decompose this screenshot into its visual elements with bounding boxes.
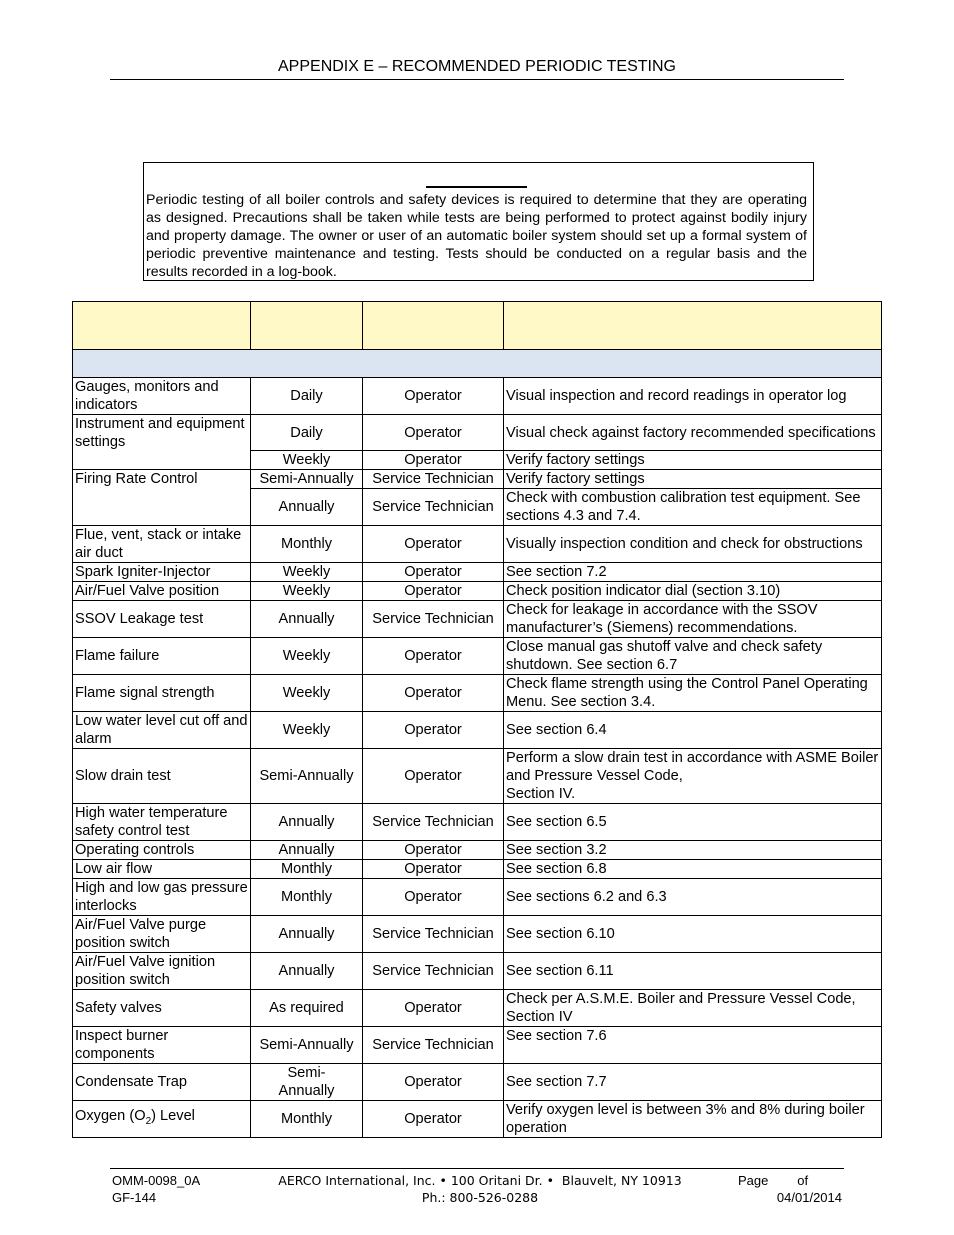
accomplished-by-cell: Service Technician (363, 470, 504, 489)
phone-line: Ph.: 800-526-0288 (421, 1190, 539, 1205)
remarks-cell: See section 7.7 (504, 1064, 882, 1101)
frequency-cell: Monthly (251, 526, 363, 563)
item-cell: Low air flow (73, 860, 251, 879)
table-row (73, 749, 882, 804)
remarks-cell: Check position indicator dial (section 3.10) (504, 582, 882, 601)
remarks-cell: See section 7.6 (504, 1027, 882, 1064)
remarks-cell: See sections 6.2 and 6.3 (504, 879, 882, 916)
header-frequency (251, 302, 363, 350)
form-number: GF-144 (112, 1190, 157, 1205)
section-row (73, 350, 882, 378)
accomplished-by-cell: Service Technician (363, 489, 504, 526)
remarks-cell: See section 3.2 (504, 841, 882, 860)
footer-page-info (700, 1172, 842, 1206)
frequency-cell: Semi-Annually (251, 470, 363, 489)
remarks-cell: Verify oxygen level is between 3% and 8% during boiler operation (504, 1101, 882, 1138)
item-cell: Air/Fuel Valve ignition position switch (73, 953, 251, 990)
accomplished-by-cell: Operator (363, 526, 504, 563)
frequency-cell: Annually (251, 916, 363, 953)
table-row (73, 415, 882, 451)
accomplished-by-cell: Service Technician (363, 916, 504, 953)
doc-number: OMM-0098_0A (112, 1173, 201, 1188)
revision-date: 04/01/2014 (776, 1190, 842, 1205)
frequency-cell: Annually (251, 841, 363, 860)
accomplished-by-cell: Operator (363, 638, 504, 675)
item-cell: Flue, vent, stack or intake air duct (73, 526, 251, 563)
accomplished-by-cell: Operator (363, 1064, 504, 1101)
frequency-cell: Annually (251, 601, 363, 638)
table-row (73, 1027, 882, 1064)
footer-doc-ids (112, 1172, 200, 1206)
accomplished-by-cell: Operator (363, 990, 504, 1027)
frequency-cell: Weekly (251, 582, 363, 601)
table-header-row (73, 302, 882, 350)
table-row (73, 601, 882, 638)
company-line: AERCO International, Inc. • 100 Oritani Dr. • Blauvelt, NY 10913 (278, 1173, 682, 1188)
item-cell: High water temperature safety control test (73, 804, 251, 841)
accomplished-by-cell: Operator (363, 879, 504, 916)
header-accomplished-by (363, 302, 504, 350)
frequency-cell: Semi- Annually (251, 1064, 363, 1101)
table-row (73, 916, 882, 953)
item-cell: Firing Rate Control (73, 470, 251, 526)
remarks-cell: Check per A.S.M.E. Boiler and Pressure Vessel Code, Section IV (504, 990, 882, 1027)
remarks-cell: See section 6.11 (504, 953, 882, 990)
accomplished-by-cell: Service Technician (363, 601, 504, 638)
frequency-cell: Daily (251, 415, 363, 451)
table-row (73, 953, 882, 990)
table-row (73, 470, 882, 489)
footer-rule (110, 1168, 844, 1169)
item-cell: Air/Fuel Valve purge position switch (73, 916, 251, 953)
frequency-cell: Weekly (251, 712, 363, 749)
item-suffix: ) Level (151, 1108, 195, 1125)
frequency-cell: Weekly (251, 675, 363, 712)
remarks-cell: Visual check against factory recommended specifications (504, 415, 882, 451)
accomplished-by-cell: Service Technician (363, 804, 504, 841)
item-cell: Low water level cut off and alarm (73, 712, 251, 749)
frequency-cell: Semi-Annually (251, 749, 363, 804)
table-row (73, 1101, 882, 1138)
warning-box (143, 162, 814, 281)
frequency-cell: Semi-Annually (251, 1027, 363, 1064)
frequency-cell: Daily (251, 378, 363, 415)
accomplished-by-cell: Operator (363, 841, 504, 860)
accomplished-by-cell: Service Technician (363, 1027, 504, 1064)
frequency-cell: Annually (251, 489, 363, 526)
item-cell: SSOV Leakage test (73, 601, 251, 638)
remarks-cell: Verify factory settings (504, 470, 882, 489)
section-label (73, 350, 882, 378)
page-title: APPENDIX E – RECOMMENDED PERIODIC TESTING (278, 58, 676, 75)
table-row (73, 638, 882, 675)
item-cell: Safety valves (73, 990, 251, 1027)
item-cell: High and low gas pressure interlocks (73, 879, 251, 916)
item-cell: Flame failure (73, 638, 251, 675)
remarks-cell: Perform a slow drain test in accordance with ASME Boiler and Pressure Vessel Code, Section IV. (504, 749, 882, 804)
header-remarks (504, 302, 882, 350)
warning-text: Periodic testing of all boiler controls and safety devices is required to determine that they are operating as designed. Precautions shall be taken while tests are being performed to protect against bodily injury and property damage. The owner or user of an automatic boiler system should set up a formal system of periodic preventive maintenance and testing. Tests should be conducted on a regular basis and the results recorded in a log-book. (146, 192, 807, 281)
remarks-cell: Visually inspection condition and check for obstructions (504, 526, 882, 563)
accomplished-by-cell: Operator (363, 860, 504, 879)
accomplished-by-cell: Operator (363, 749, 504, 804)
table-row (73, 841, 882, 860)
frequency-cell: Monthly (251, 1101, 363, 1138)
accomplished-by-cell: Service Technician (363, 953, 504, 990)
accomplished-by-cell: Operator (363, 675, 504, 712)
table-row (73, 378, 882, 415)
remarks-cell: Verify factory settings (504, 451, 882, 470)
item-cell: Inspect burner components (73, 1027, 251, 1064)
remarks-cell: Check flame strength using the Control Panel Operating Menu. See section 3.4. (504, 675, 882, 712)
frequency-cell: Weekly (251, 451, 363, 470)
warning-title (426, 186, 527, 188)
item-subscript: 2 (145, 1115, 152, 1127)
item-cell: Operating controls (73, 841, 251, 860)
table-row (73, 879, 882, 916)
accomplished-by-cell: Operator (363, 378, 504, 415)
accomplished-by-cell: Operator (363, 563, 504, 582)
table-row (73, 990, 882, 1027)
table-row (73, 526, 882, 563)
remarks-cell: See section 6.5 (504, 804, 882, 841)
frequency-cell: Weekly (251, 638, 363, 675)
remarks-cell: See section 6.8 (504, 860, 882, 879)
accomplished-by-cell: Operator (363, 712, 504, 749)
header-rule (110, 79, 844, 80)
item-cell: Gauges, monitors and indicators (73, 378, 251, 415)
accomplished-by-cell: Operator (363, 415, 504, 451)
remarks-cell: Check for leakage in accordance with the SSOV manufacturer’s (Siemens) recommendations. (504, 601, 882, 638)
accomplished-by-cell: Operator (363, 1101, 504, 1138)
item-text: Oxygen (O (75, 1108, 146, 1125)
table-row (73, 675, 882, 712)
periodic-testing-table (72, 301, 882, 1138)
item-cell: Air/Fuel Valve position (73, 582, 251, 601)
item-cell: Instrument and equipment settings (73, 415, 251, 470)
remarks-cell: See section 7.2 (504, 563, 882, 582)
frequency-cell: Monthly (251, 879, 363, 916)
footer-company (260, 1172, 700, 1206)
frequency-cell: Weekly (251, 563, 363, 582)
table-row (73, 1064, 882, 1101)
remarks-cell: Visual inspection and record readings in operator log (504, 378, 882, 415)
remarks-cell: See section 6.10 (504, 916, 882, 953)
frequency-cell: Annually (251, 804, 363, 841)
item-cell: Spark Igniter-Injector (73, 563, 251, 582)
table-row (73, 563, 882, 582)
header-item (73, 302, 251, 350)
page-number: Page of (738, 1173, 809, 1188)
remarks-cell: Check with combustion calibration test equipment. See sections 4.3 and 7.4. (504, 489, 882, 526)
frequency-cell: Annually (251, 953, 363, 990)
remarks-cell: See section 6.4 (504, 712, 882, 749)
item-cell (73, 1101, 251, 1138)
item-cell: Slow drain test (73, 749, 251, 804)
table-row (73, 860, 882, 879)
frequency-cell: Monthly (251, 860, 363, 879)
accomplished-by-cell: Operator (363, 582, 504, 601)
accomplished-by-cell: Operator (363, 451, 504, 470)
remarks-cell: Close manual gas shutoff valve and check safety shutdown. See section 6.7 (504, 638, 882, 675)
table-row (73, 582, 882, 601)
item-cell: Flame signal strength (73, 675, 251, 712)
item-cell: Condensate Trap (73, 1064, 251, 1101)
table-row (73, 712, 882, 749)
table-row (73, 804, 882, 841)
frequency-cell: As required (251, 990, 363, 1027)
